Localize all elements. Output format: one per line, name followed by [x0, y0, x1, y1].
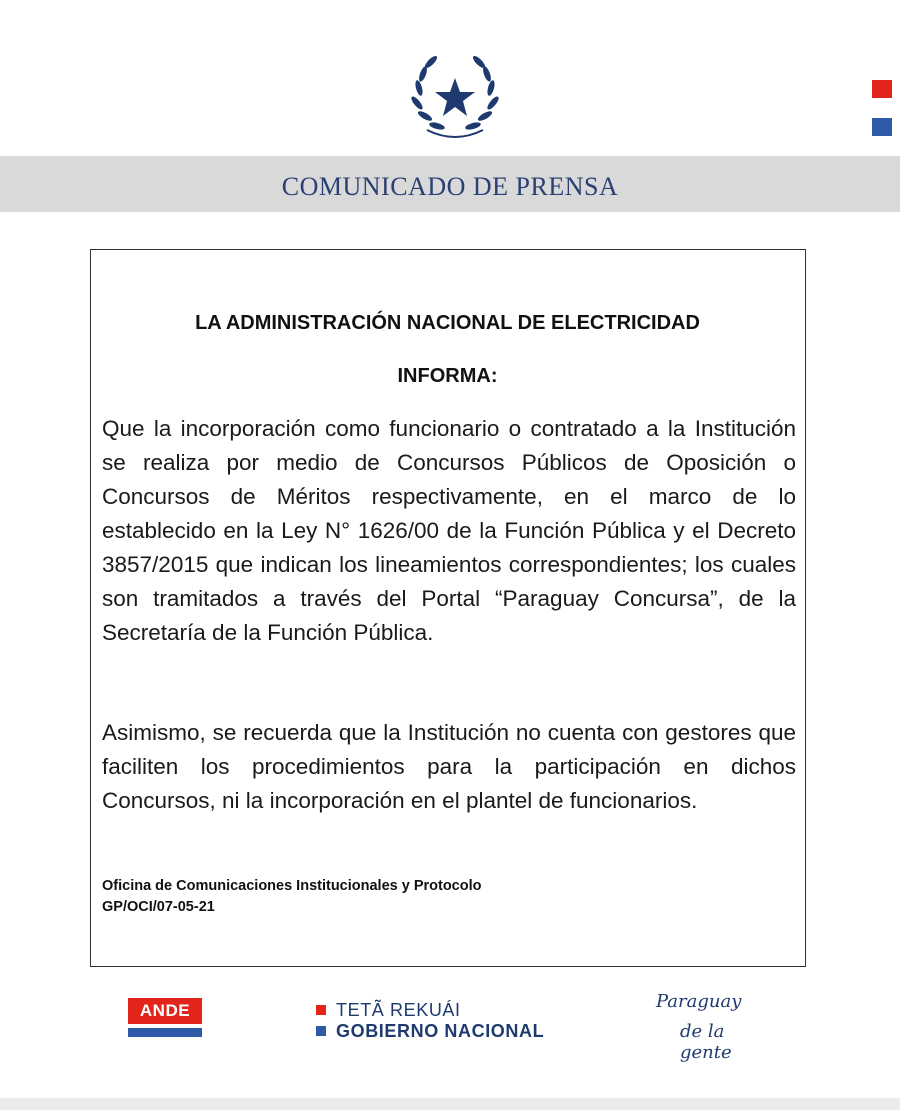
notice-paragraph-1: Que la incorporación como funcionario o contratado a la Institución se realiza por medio de Concursos Públicos de Oposición o Concursos de Méritos respectivamente, en el marco de lo establecido en la Ley N° 1626/00 de la Función Pública y el Decreto 3857/2015 que indican los lineamientos correspondientes; los cuales son tramitados a través del Portal “Paraguay Concursa”, de la Secretaría de la Función Pública.	[102, 416, 796, 645]
office-signature	[102, 876, 482, 918]
slogan-line-2: de la gente	[680, 1021, 732, 1063]
red-square-icon	[316, 1005, 326, 1015]
ande-logo-label: ANDE	[128, 998, 202, 1024]
notice-heading: LA ADMINISTRACIÓN NACIONAL DE ELECTRICIDAD	[195, 312, 700, 334]
flag-red-square	[872, 80, 892, 98]
gov-line-1: TETÃ REKUÁI	[336, 1000, 461, 1020]
page-title: COMUNICADO DE PRENSA	[281, 172, 619, 201]
slogan-line-1: Paraguay	[656, 991, 742, 1012]
reference-code: GP/OCI/07-05-21	[102, 899, 215, 915]
office-name: Oficina de Comunicaciones Institucionales y Protocolo	[102, 878, 482, 894]
government-seal-icon	[405, 48, 505, 140]
notice-paragraph-2: Asimismo, se recuerda que la Institución no cuenta con gestores que faciliten los procedimientos para la participación en dichos Concursos, ni la incorporación en el plantel de funcionarios.	[102, 720, 796, 813]
blue-square-icon	[316, 1026, 326, 1036]
bottom-edge	[0, 1098, 900, 1110]
flag-blue-square	[872, 118, 892, 136]
ande-logo-stripe	[128, 1028, 202, 1037]
paraguay-de-la-gente-logo	[650, 985, 780, 1063]
notice-subheading: INFORMA:	[397, 365, 498, 387]
ande-logo	[128, 998, 202, 1040]
notice-box	[90, 249, 806, 967]
gov-line-2: GOBIERNO NACIONAL	[336, 1021, 545, 1041]
